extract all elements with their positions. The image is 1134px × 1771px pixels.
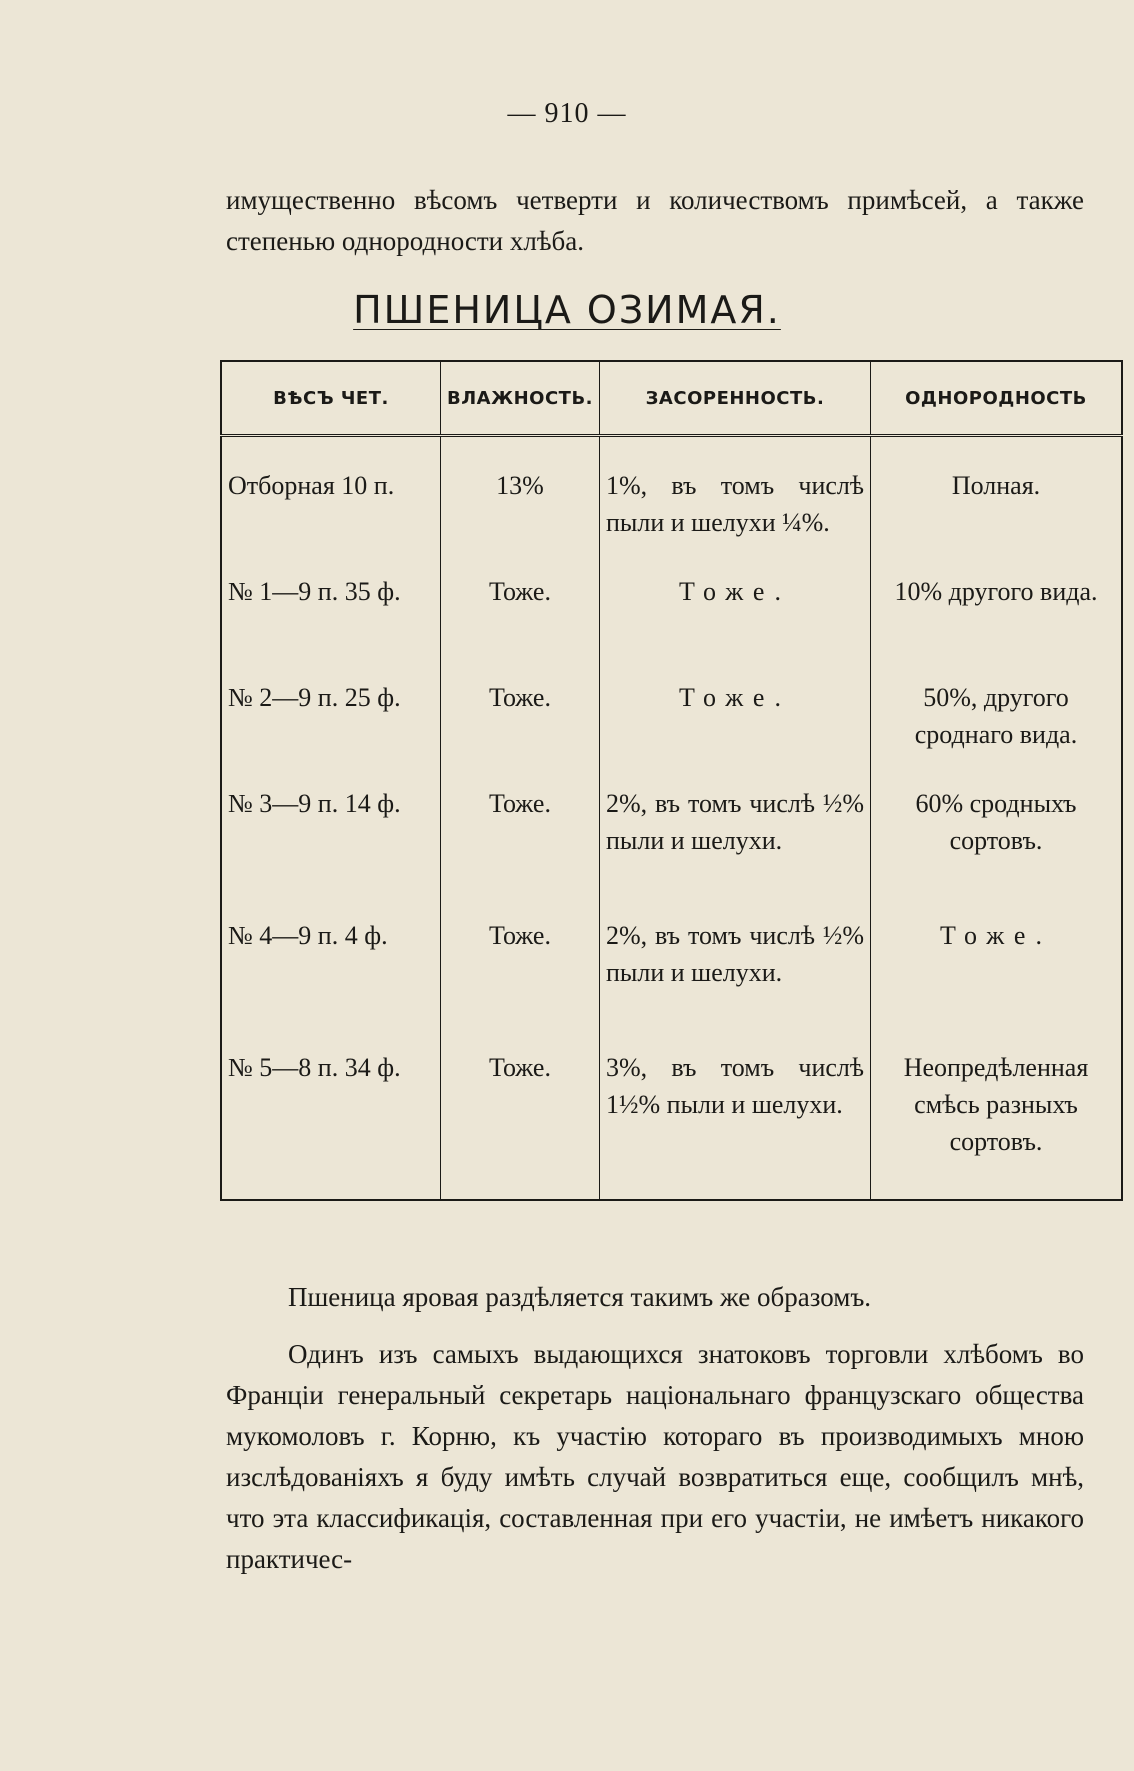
table-row	[221, 679, 1122, 785]
table-row	[221, 436, 1122, 574]
cell-impurity: 2%, въ томъ числѣ ½% пыли и шелухи.	[600, 917, 871, 1049]
cell-moisture: Тоже.	[441, 1049, 600, 1200]
cell-impurity: Тоже.	[600, 679, 871, 785]
cell-impurity: 1%, въ томъ числѣ пыли и шелухи ¼%.	[600, 436, 871, 574]
cell-weight: № 5—8 п. 34 ф.	[228, 1053, 401, 1082]
cell-impurity: 2%, въ томъ числѣ ½% пыли и шелухи.	[600, 785, 871, 917]
table-row	[221, 1049, 1122, 1200]
cell-moisture: Тоже.	[441, 573, 600, 679]
table-row	[221, 573, 1122, 679]
header-moisture: ВЛАЖНОСТЬ.	[441, 361, 600, 436]
cell-moisture: 13%	[441, 436, 600, 574]
grain-classification-table	[220, 360, 1123, 1201]
cell-uniformity: 50%, другого сроднаго вида.	[871, 679, 1123, 785]
intro-paragraph: имущественно вѣсомъ четверти и количествомъ примѣсей, а также степенью однородности хлѣба.	[226, 185, 1084, 256]
table-row	[221, 917, 1122, 1049]
cell-weight: № 3—9 п. 14 ф.	[228, 789, 401, 818]
cell-impurity: 3%, въ томъ числѣ 1½% пыли и шелухи.	[600, 1049, 871, 1200]
cell-moisture: Тоже.	[441, 785, 600, 917]
spring-wheat-paragraph: Пшеница яровая раздѣляется такимъ же образомъ.	[288, 1282, 872, 1312]
page-number: — 910 —	[507, 98, 627, 129]
body-paragraph: Одинъ изъ самыхъ выдающихся знатоковъ торговли хлѣбомъ во Франціи генеральный секретарь національнаго французскаго общества мукомоловъ г. Корню, къ участію котораго въ производимыхъ мною изслѣдованіяхъ я буду имѣть случай возвратиться еще, сообщилъ мнѣ, что эта классификація, составленная при его участіи, не имѣетъ никакого практичес-	[226, 1339, 1084, 1574]
cell-moisture: Тоже.	[441, 917, 600, 1049]
cell-moisture: Тоже.	[441, 679, 600, 785]
cell-weight: Отборная 10 п.	[228, 471, 395, 500]
table-row	[221, 785, 1122, 917]
cell-uniformity: 10% другого вида.	[871, 573, 1123, 679]
cell-weight: № 1—9 п. 35 ф.	[228, 577, 401, 606]
cell-uniformity: Неопредѣленная смѣсь разныхъ сортовъ.	[871, 1049, 1123, 1200]
heading-text: ПШЕНИЦА ОЗИМАЯ.	[353, 288, 781, 332]
header-impurity: ЗАСОРЕННОСТЬ.	[600, 361, 871, 436]
header-weight: ВѢСЪ ЧЕТ.	[221, 361, 441, 436]
cell-weight: № 2—9 п. 25 ф.	[228, 683, 401, 712]
cell-uniformity: Тоже.	[871, 917, 1123, 1049]
table-header-row	[221, 361, 1122, 436]
cell-impurity: Тоже.	[600, 573, 871, 679]
header-uniformity: ОДНОРОДНОСТЬ	[871, 361, 1123, 436]
cell-uniformity: 60% сродныхъ сортовъ.	[871, 785, 1123, 917]
cell-uniformity: Полная.	[871, 436, 1123, 574]
cell-weight: № 4—9 п. 4 ф.	[228, 921, 388, 950]
section-heading	[0, 288, 1134, 332]
